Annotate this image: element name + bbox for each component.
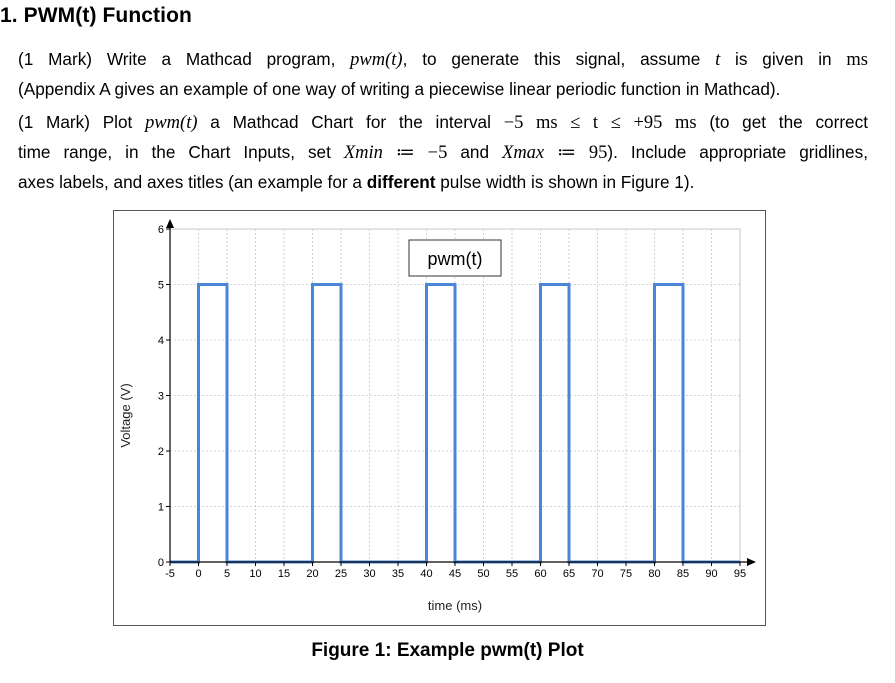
- p1-math-pwm: pwm(t): [350, 50, 403, 70]
- x-tick-label: 15: [277, 568, 291, 580]
- p1-text-a: (1 Mark) Write a Mathcad program,: [18, 49, 351, 69]
- paragraph-1-line-1: [18, 45, 868, 75]
- y-axis-title: Voltage (V): [118, 383, 133, 448]
- p2-text-d: time range, in the Chart Inputs, set: [18, 142, 344, 162]
- y-tick-label: 0: [157, 557, 164, 569]
- x-tick-label: 35: [391, 568, 405, 580]
- x-axis-arrow: [747, 558, 756, 566]
- x-tick-label: 0: [195, 568, 202, 580]
- p2-math-pwm: pwm(t): [145, 113, 198, 133]
- paragraph-2-line-3: [18, 168, 868, 197]
- y-axis-arrow: [166, 219, 174, 228]
- p2-text-bold: different: [366, 172, 436, 192]
- y-tick-label: 6: [157, 224, 164, 236]
- x-tick-label: 60: [534, 568, 547, 580]
- x-tick-label: 25: [334, 568, 348, 580]
- y-tick-label: 3: [157, 390, 164, 403]
- x-tick-label: 20: [306, 568, 319, 580]
- paragraph-1-line-2: (Appendix A gives an example of one way of writing a piecewise linear periodic function in Mathcad).: [18, 79, 781, 99]
- p2-math-xmin-val: ≔ −5: [382, 143, 448, 163]
- p1-text-b: , to generate this signal, assume: [402, 49, 716, 69]
- x-tick-label: 45: [448, 568, 462, 580]
- x-tick-label: 55: [505, 568, 519, 580]
- x-tick-label: 90: [705, 568, 718, 580]
- p1-math-t: t: [715, 50, 721, 70]
- x-tick-label: 80: [648, 568, 661, 580]
- y-tick-label: 5: [157, 279, 164, 292]
- section-heading: 1. PWM(t) Function: [0, 4, 192, 27]
- x-tick-label: 50: [477, 568, 490, 580]
- p2-math-xmax: Xmax: [502, 143, 545, 163]
- p2-text-h: pulse width is shown in Figure 1).: [435, 172, 695, 192]
- x-axis-title: time (ms): [427, 598, 483, 613]
- p1-text-c: is given in: [720, 49, 847, 69]
- x-tick-label: 85: [676, 568, 690, 580]
- p2-text-b: a Mathcad Chart for the interval: [197, 112, 504, 132]
- x-tick-label: 5: [223, 568, 231, 580]
- y-tick-label: 2: [157, 446, 164, 458]
- y-tick-label: 1: [157, 501, 164, 514]
- x-tick-label: 10: [249, 568, 262, 580]
- paragraph-2-line-1: [18, 108, 868, 138]
- x-tick-label: 75: [619, 568, 633, 580]
- legend-title: pwm(t): [427, 249, 483, 269]
- x-tick-label: -5: [165, 568, 175, 580]
- x-tick-label: 65: [562, 568, 576, 580]
- y-tick-label: 4: [157, 335, 164, 347]
- p2-math-interval: −5 ms ≤ t ≤ +95 ms: [503, 113, 697, 133]
- x-tick-label: 70: [591, 568, 604, 580]
- pwm-chart: [114, 211, 765, 625]
- p2-text-c: (to get the correct: [696, 112, 868, 132]
- p2-math-xmax-val: ≔ 95: [544, 143, 608, 163]
- x-tick-label: 95: [733, 568, 747, 580]
- paragraph-2-line-2: [18, 138, 868, 168]
- p1-math-ms: ms: [846, 50, 868, 70]
- figure-caption: Figure 1: Example pwm(t) Plot: [311, 640, 584, 661]
- p2-text-f: ). Include appropriate gridlines,: [607, 142, 868, 162]
- paragraph-1: [18, 45, 868, 104]
- x-tick-label: 30: [363, 568, 376, 580]
- p2-text-e: and: [447, 142, 503, 162]
- p2-text-a: (1 Mark) Plot: [18, 112, 146, 132]
- p2-text-g: axes labels, and axes titles (an example for a: [18, 172, 367, 192]
- chart-frame: [113, 210, 766, 626]
- p2-math-xmin: Xmin: [343, 143, 383, 163]
- x-tick-label: 40: [420, 568, 433, 580]
- paragraph-2: [18, 108, 868, 197]
